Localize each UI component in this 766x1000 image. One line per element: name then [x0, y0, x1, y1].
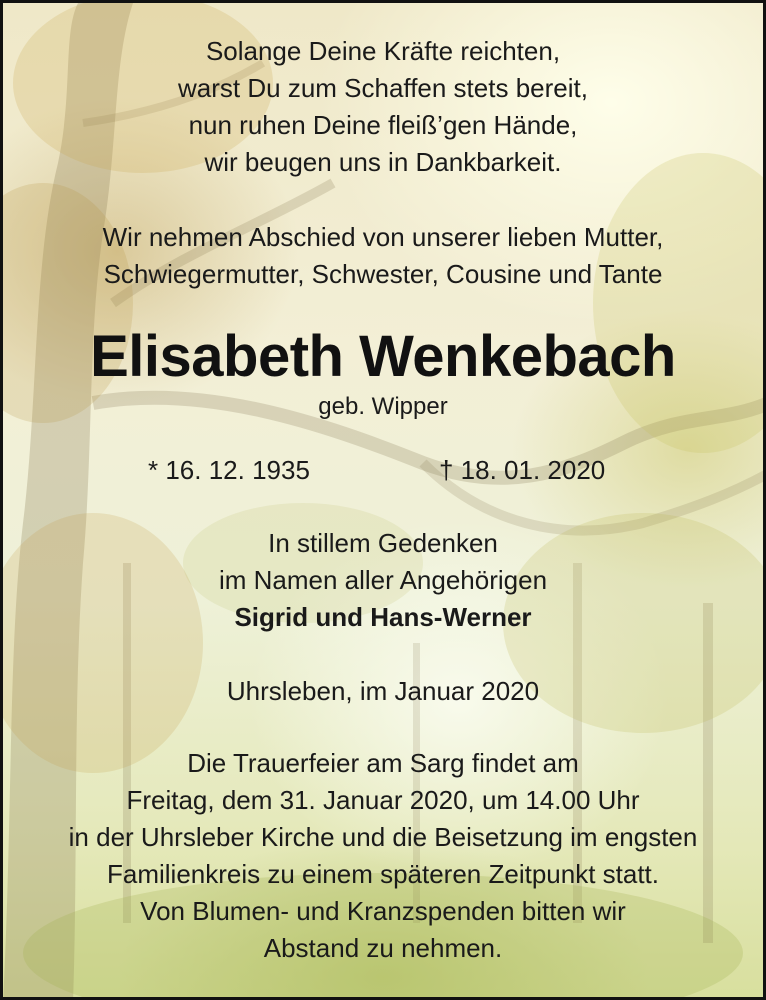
intro-line: Schwiegermutter, Schwester, Cousine und Tante — [103, 259, 663, 289]
maiden-name: geb. Wipper — [318, 393, 448, 420]
birth-date: * 16. 12. 1935 — [148, 455, 310, 485]
mourners-block — [3, 525, 763, 636]
deceased-name: Elisabeth Wenkebach — [90, 324, 676, 389]
verse-line: wir beugen uns in Dankbarkeit. — [204, 147, 562, 177]
funeral-line: Die Trauerfeier am Sarg findet am — [187, 748, 579, 778]
relatives-line: im Namen aller Angehörigen — [218, 565, 548, 595]
verse-line: warst Du zum Schaffen stets bereit, — [178, 73, 588, 103]
farewell-intro — [3, 219, 763, 293]
remembrance-line: In stillem Gedenken — [268, 528, 498, 558]
funeral-details — [3, 745, 763, 967]
death-date: † 18. 01. 2020 — [439, 455, 606, 485]
verse-line: Solange Deine Kräfte reichten, — [205, 36, 561, 66]
verse-line: nun ruhen Deine fleiß’gen Hände, — [188, 110, 578, 140]
memorial-verse — [3, 33, 763, 181]
place-and-date: Uhrsleben, im Januar 2020 — [226, 676, 540, 706]
funeral-line: Familienkreis zu einem späteren Zeitpunkt statt. — [106, 859, 660, 889]
mourner-names: Sigrid und Hans-Werner — [234, 602, 532, 632]
funeral-line: Abstand zu nehmen. — [263, 933, 503, 963]
funeral-line: Von Blumen- und Kranzspenden bitten wir — [140, 896, 626, 926]
funeral-line: Freitag, dem 31. Januar 2020, um 14.00 Uhr — [126, 785, 640, 815]
intro-line: Wir nehmen Abschied von unserer lieben Mutter, — [102, 222, 664, 252]
funeral-line: in der Uhrsleber Kirche und die Beisetzung im engsten — [68, 822, 698, 852]
